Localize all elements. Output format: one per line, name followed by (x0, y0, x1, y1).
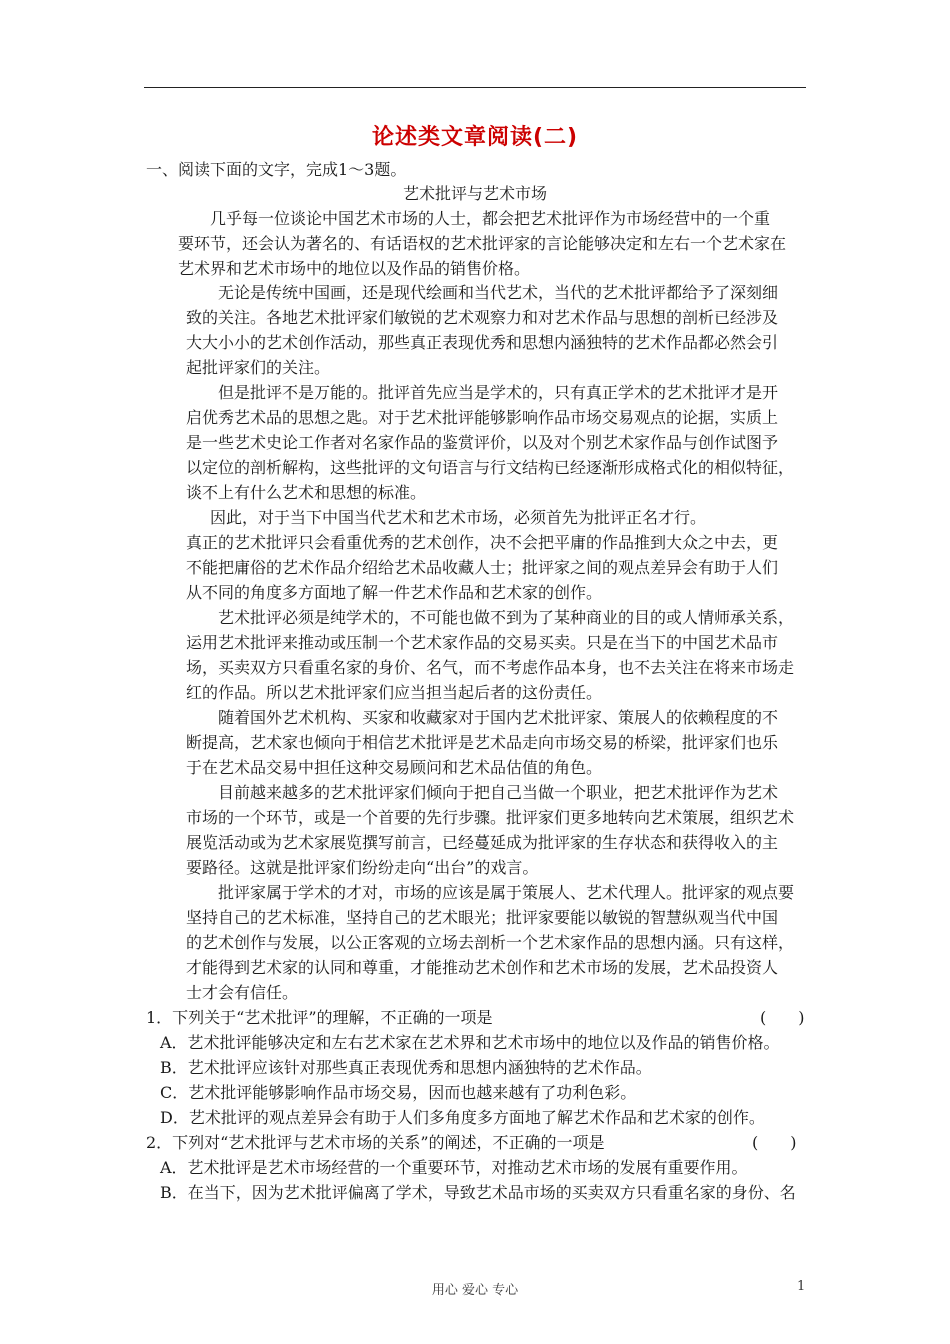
paragraph-line: 断提高，艺术家也倾向于相信艺术批评是艺术品走向市场交易的桥梁，批评家们也乐 (186, 733, 779, 752)
option-d: D．艺术批评的观点差异会有助于人们多角度多方面地了解艺术作品和艺术家的创作。 (160, 1108, 765, 1127)
paragraph-line: 要环节，还会认为著名的、有话语权的艺术批评家的言论能够决定和左右一个艺术家在 (178, 234, 787, 253)
paragraph-line: 批评家属于学术的才对，市场的应该是属于策展人、艺术代理人。批评家的观点要 (218, 883, 795, 902)
question-stem: 1．下列关于“艺术批评”的理解，不正确的一项是 (146, 1008, 493, 1027)
paragraph-line: 要路径。这就是批评家们纷纷走向“出台”的戏言。 (186, 858, 539, 877)
paragraph-line: 无论是传统中国画，还是现代绘画和当代艺术，当代的艺术批评都给予了深刻细 (218, 283, 779, 302)
paragraph-line: 启优秀艺术品的思想之匙。对于艺术批评能够影响作品市场交易观点的论据，实质上 (186, 408, 779, 427)
paragraph-line: 是一些艺术史论工作者对名家作品的鉴赏评价，以及对个别艺术家作品与创作试图予 (186, 433, 779, 452)
answer-paren: ( ) (760, 1008, 805, 1027)
paragraph-line: 几乎每一位谈论中国艺术市场的人士，都会把艺术批评作为市场经营中的一个重 (210, 209, 771, 228)
paragraph-line: 的艺术创作与发展，以公正客观的立场去剖析一个艺术家作品的思想内涵。只有这样， (186, 933, 795, 952)
option-a: A．艺术批评能够决定和左右艺术家在艺术界和艺术市场中的地位以及作品的销售价格。 (160, 1033, 780, 1052)
paragraph-line: 谈不上有什么艺术和思想的标准。 (186, 483, 427, 502)
paragraph-line: 艺术界和艺术市场中的地位以及作品的销售价格。 (178, 259, 531, 278)
option-c: C．艺术批评能够影响作品市场交易，因而也越来越有了功利色彩。 (160, 1083, 637, 1102)
page-footer: 用心 爱心 专心 (431, 1283, 519, 1298)
header-rule (144, 87, 806, 88)
paragraph-line: 真正的艺术批评只会看重优秀的艺术创作，决不会把平庸的作品推到大众之中去，更 (186, 533, 779, 552)
paragraph-line: 市场的一个环节，或是一个首要的先行步骤。批评家们更多地转向艺术策展，组织艺术 (186, 808, 795, 827)
option-a: A．艺术批评是艺术市场经营的一个重要环节，对推动艺术市场的发展有重要作用。 (160, 1158, 748, 1177)
article-title: 艺术批评与艺术市场 (402, 184, 547, 203)
paragraph-line: 目前越来越多的艺术批评家们倾向于把自己当做一个职业，把艺术批评作为艺术 (218, 783, 779, 802)
paragraph-line: 运用艺术批评来推动或压制一个艺术家作品的交易买卖。只是在当下的中国艺术品市 (186, 633, 779, 652)
paragraph-line: 从不同的角度多方面地了解一件艺术作品和艺术家的创作。 (186, 583, 603, 602)
paragraph-line: 才能得到艺术家的认同和尊重，才能推动艺术创作和艺术市场的发展，艺术品投资人 (186, 958, 779, 977)
question-stem: 2．下列对“艺术批评与艺术市场的关系”的阐述，不正确的一项是 (146, 1133, 605, 1152)
paragraph-line: 士才会有信任。 (186, 983, 299, 1002)
paragraph-line: 艺术批评必须是纯学术的，不可能也做不到为了某种商业的目的或人情师承关系， (218, 608, 795, 627)
paragraph-line: 但是批评不是万能的。批评首先应当是学术的，只有真正学术的艺术批评才是开 (218, 383, 779, 402)
paragraph-line: 红的作品。所以艺术批评家们应当担当起后者的这份责任。 (186, 683, 603, 702)
paragraph-line: 以定位的剖析解构，这些批评的文句语言与行文结构已经逐渐形成格式化的相似特征， (186, 458, 795, 477)
paragraph-line: 坚持自己的艺术标准，坚持自己的艺术眼光；批评家要能以敏锐的智慧纵观当代中国 (186, 908, 779, 927)
paragraph-line: 起批评家们的关注。 (186, 358, 331, 377)
option-b: B．艺术批评应该针对那些真正表现优秀和思想内涵独特的艺术作品。 (160, 1058, 652, 1077)
page-number: 1 (797, 1279, 806, 1294)
paragraph-line: 场，买卖双方只看重名家的身价、名气，而不考虑作品本身，也不去关注在将来市场走 (186, 658, 795, 677)
paragraph-line: 不能把庸俗的艺术作品介绍给艺术品收藏人士；批评家之间的观点差异会有助于人们 (186, 558, 779, 577)
paragraph-line: 致的关注。各地艺术批评家们敏锐的艺术观察力和对艺术作品与思想的剖析已经涉及 (186, 308, 779, 327)
page-title: 论述类文章阅读(二) (371, 125, 579, 150)
option-b: B．在当下，因为艺术批评偏离了学术，导致艺术品市场的买卖双方只看重名家的身份、名 (160, 1183, 796, 1202)
paragraph-line: 大大小小的艺术创作活动，那些真正表现优秀和思想内涵独特的艺术作品都必然会引 (186, 333, 779, 352)
instruction: 一、阅读下面的文字，完成1～3题。 (146, 160, 407, 179)
paragraph-line: 随着国外艺术机构、买家和收藏家对于国内艺术批评家、策展人的依赖程度的不 (218, 708, 779, 727)
paragraph-line: 因此，对于当下中国当代艺术和艺术市场，必须首先为批评正名才行。 (210, 508, 707, 527)
answer-paren: ( ) (752, 1133, 797, 1152)
paragraph-line: 展览活动或为艺术家展览撰写前言，已经蔓延成为批评家的生存状态和获得收入的主 (186, 833, 779, 852)
paragraph-line: 于在艺术品交易中担任这种交易顾问和艺术品估值的角色。 (186, 758, 603, 777)
